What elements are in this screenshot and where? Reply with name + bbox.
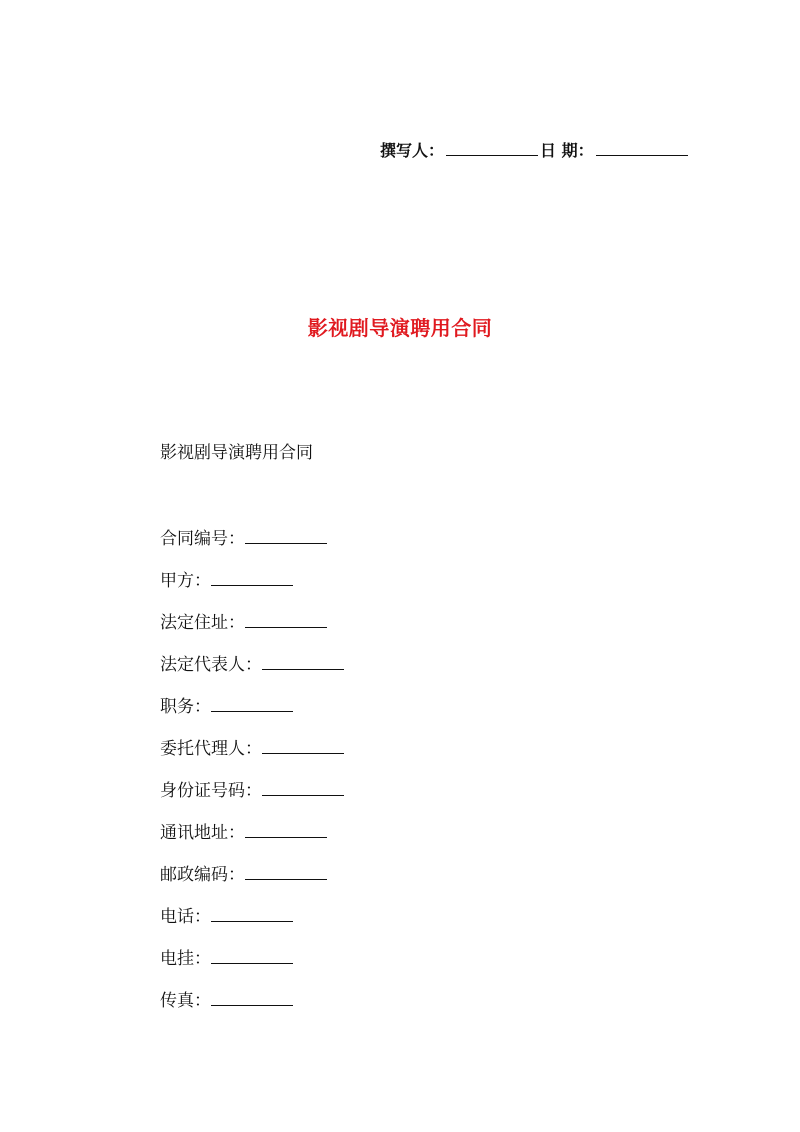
field-blank[interactable] [245,818,327,838]
field-label: 职务： [160,697,211,717]
field-phone [160,902,720,944]
field-blank[interactable] [211,986,293,1006]
field-position [160,692,720,734]
field-blank[interactable] [211,944,293,964]
document-title: 影视剧导演聘用合同 [307,316,493,340]
field-blank[interactable] [245,524,327,544]
field-label: 通讯地址： [160,823,245,843]
field-label: 传真： [160,991,211,1011]
field-label: 委托代理人： [160,739,262,759]
field-blank[interactable] [211,902,293,922]
field-contract-number [160,524,720,566]
field-party-a [160,566,720,608]
field-blank[interactable] [262,650,344,670]
field-label: 邮政编码： [160,865,245,885]
field-id-number [160,776,720,818]
field-label: 甲方： [160,571,211,591]
date-label: 日 期： [540,141,594,160]
field-label: 电话： [160,907,211,927]
field-label: 身份证号码： [160,781,262,801]
field-legal-address [160,608,720,650]
field-fax [160,986,720,1028]
author-blank[interactable] [446,138,538,156]
field-blank[interactable] [245,860,327,880]
field-telegraph [160,944,720,986]
field-label: 电挂： [160,949,211,969]
field-label: 法定代表人： [160,655,262,675]
field-blank[interactable] [262,734,344,754]
date-blank[interactable] [596,138,688,156]
contract-fields [160,524,720,1028]
field-blank[interactable] [262,776,344,796]
field-legal-representative [160,650,720,692]
field-label: 法定住址： [160,613,245,633]
field-authorized-agent [160,734,720,776]
field-postal-code [160,860,720,902]
author-label: 撰写人： [380,141,445,160]
field-blank[interactable] [211,566,293,586]
field-blank[interactable] [245,608,327,628]
document-subtitle: 影视剧导演聘用合同 [160,443,313,463]
header-author-date [380,138,700,163]
field-label: 合同编号： [160,529,245,549]
field-mailing-address [160,818,720,860]
field-blank[interactable] [211,692,293,712]
